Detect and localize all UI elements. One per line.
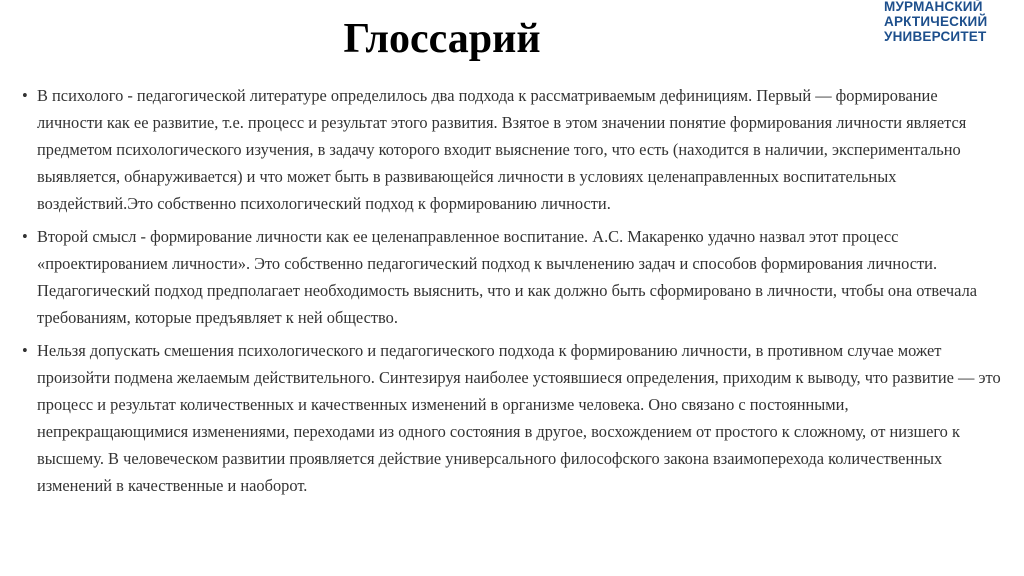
bullet-text: Нельзя допускать смешения психологического и педагогического подхода к формированию личности, в противном случае может произойти подмена желаемым действительного. Синтезируя наиболее устоявшиеся определения, приходим к выводу, что развитие — это процесс и результат количественных и качественных изменений в организме человека. Оно связано с постоянными, непрекращающимися изменениями, переходами из одного состояния в другое, восхождением от простого к сложному, от низшего к высшему. В человеческом развитии проявляется действие универсального философского закона взаимоперехода количественных изменений в качественные и наоборот. bbox=[37, 341, 1001, 495]
slide-title: Глоссарий bbox=[343, 16, 541, 62]
bullet-item bbox=[22, 337, 1002, 499]
bullet-item bbox=[22, 223, 1002, 331]
bullet-marker: • bbox=[22, 86, 28, 105]
bullet-marker: • bbox=[22, 341, 28, 360]
university-logo bbox=[884, 0, 1020, 44]
bullet-list bbox=[22, 82, 1002, 505]
logo-line-3: УНИВЕРСИТЕТ bbox=[884, 29, 987, 44]
logo-line-2: АРКТИЧЕСКИЙ bbox=[884, 14, 988, 29]
bullet-text: В психолого - педагогической литературе определилось два подхода к рассматриваемым дефинициям. Первый — формирование личности как ее развитие, т.е. процесс и результат этого развития. Взятое в этом значении понятие формирования личности является предметом психологического изучения, в задачу которого входит выяснение того, что есть (находится в наличии, экспериментально выявляется, обнаруживается) и что может быть в развивающейся личности в условиях целенаправленных воспитательных воздействий.Это собственно психологический подход к формированию личности. bbox=[37, 86, 967, 213]
bullet-text: Второй смысл - формирование личности как ее целенаправленное воспитание. А.С. Макаренко удачно назвал этот процесс «проектированием личности». Это собственно педагогический подход к вычленению задач и способов формирования личности. Педагогический подход предполагает необходимость выяснить, что и как должно быть сформировано в личности, чтобы она отвечала требованиям, которые предъявляет к ней общество. bbox=[37, 227, 978, 327]
bullet-marker: • bbox=[22, 227, 28, 246]
logo-line-1: МУРМАНСКИЙ bbox=[884, 0, 983, 14]
bullet-item bbox=[22, 82, 1002, 217]
